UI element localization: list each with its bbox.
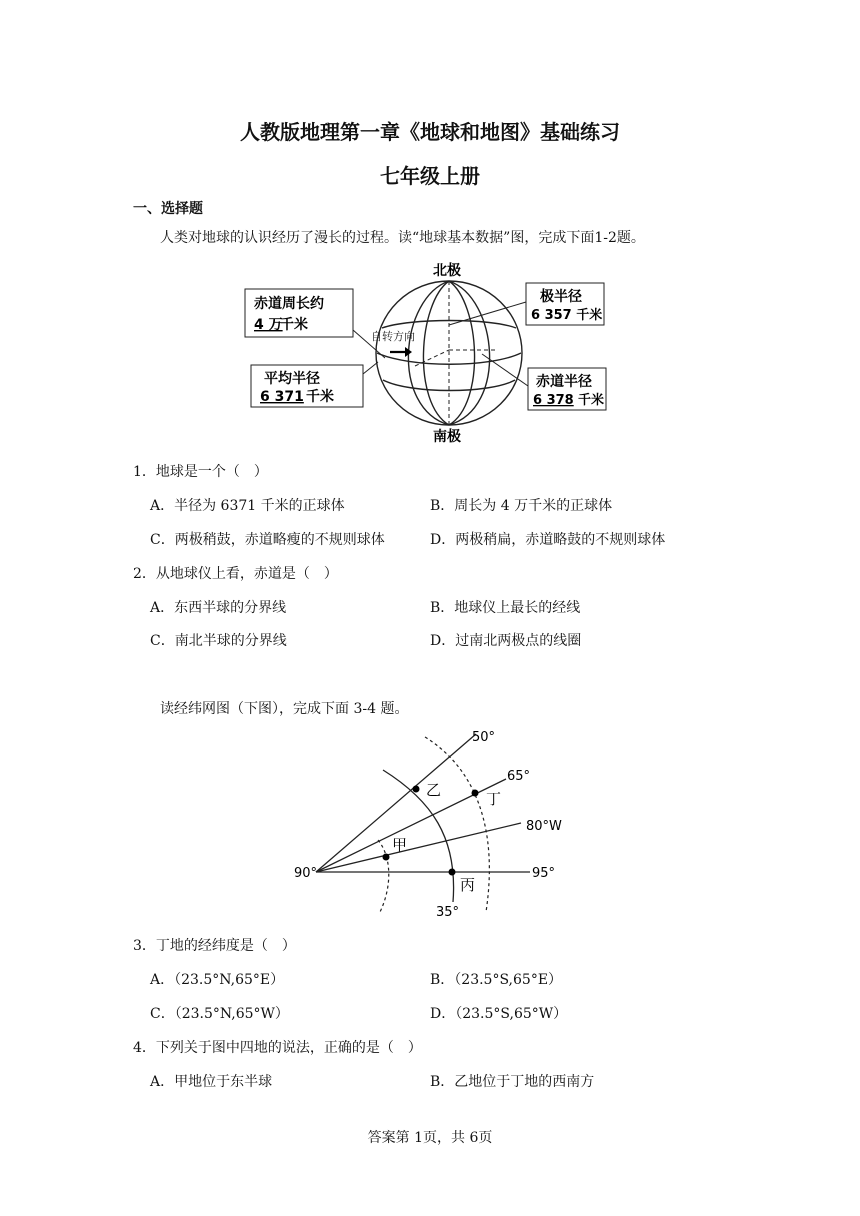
label-90: 90° xyxy=(294,866,318,881)
question-4-stem: 4．下列关于图中四地的说法，正确的是（ ） xyxy=(133,1040,422,1056)
polar-radius-label: 极半径 xyxy=(540,289,582,305)
question-1-stem: 1．地球是一个（ ） xyxy=(133,464,268,480)
question-3-option-d: D．（23.5°S,65°W） xyxy=(430,1006,568,1022)
question-4-option-b: B．乙地位于丁地的西南方 xyxy=(430,1074,595,1090)
label-95: 95° xyxy=(532,866,556,881)
point-ding: 丁 xyxy=(486,790,502,808)
question-4-option-a: A．甲地位于东半球 xyxy=(150,1074,273,1090)
mean-radius-value: 6 371 xyxy=(260,389,304,405)
point-bing: 丙 xyxy=(460,876,476,894)
question-2-option-d: D．过南北两极点的线圈 xyxy=(430,633,582,649)
graticule-figure xyxy=(288,722,578,922)
question-1-option-a: A．半径为 6371 千米的正球体 xyxy=(150,498,345,514)
polar-radius-value: 6 357 千米 xyxy=(531,308,603,323)
question-2-option-a: A．东西半球的分界线 xyxy=(150,600,287,616)
question-1-option-b: B．周长为 4 万千米的正球体 xyxy=(430,498,613,514)
page-title: 人教版地理第一章《地球和地图》基础练习 xyxy=(240,120,620,144)
equator-circ-unit: 千米 xyxy=(280,317,308,333)
eq-radius-unit: 千米 xyxy=(578,393,605,408)
intro-q1-2: 人类对地球的认识经历了漫长的过程。读“地球基本数据”图，完成下面1-2题。 xyxy=(160,230,645,246)
point-jia: 甲 xyxy=(392,836,408,854)
equator-circ-value: 4 万 xyxy=(254,317,283,333)
mean-radius-label: 平均半径 xyxy=(264,371,320,387)
question-2-option-b: B．地球仪上最长的经线 xyxy=(430,600,581,616)
question-1-option-d: D．两极稍扁，赤道略鼓的不规则球体 xyxy=(430,532,666,548)
page-subtitle: 七年级上册 xyxy=(380,164,480,188)
eq-radius-label: 赤道半径 xyxy=(536,374,592,390)
label-80w: 80°W xyxy=(526,819,562,834)
equator-circ-label: 赤道周长约 xyxy=(254,296,324,312)
mean-radius-unit: 千米 xyxy=(306,389,334,405)
question-3-option-a: A．（23.5°N,65°E） xyxy=(150,972,285,988)
question-2-stem: 2．从地球仪上看，赤道是（ ） xyxy=(133,566,338,582)
earth-data-figure xyxy=(240,258,620,448)
north-pole-label: 北极 xyxy=(433,263,461,279)
question-3-option-b: B．（23.5°S,65°E） xyxy=(430,972,563,988)
question-1-option-c: C．两极稍鼓，赤道略瘦的不规则球体 xyxy=(150,532,385,548)
south-pole-label: 南极 xyxy=(433,429,461,445)
label-35: 35° xyxy=(436,905,460,920)
intro-q3-4: 读经纬网图（下图），完成下面 3-4 题。 xyxy=(160,701,409,717)
rotation-label: 自转方向 xyxy=(371,330,415,343)
section-heading: 一、选择题 xyxy=(133,201,203,217)
eq-radius-value: 6 378 xyxy=(533,393,574,408)
question-3-stem: 3．丁地的经纬度是（ ） xyxy=(133,938,296,954)
label-50: 50° xyxy=(472,730,496,745)
question-3-option-c: C．（23.5°N,65°W） xyxy=(150,1006,289,1022)
point-yi: 乙 xyxy=(426,781,442,799)
label-65: 65° xyxy=(507,769,531,784)
question-2-option-c: C．南北半球的分界线 xyxy=(150,633,287,649)
page-footer: 答案第 1页，共 6页 xyxy=(367,1130,493,1146)
